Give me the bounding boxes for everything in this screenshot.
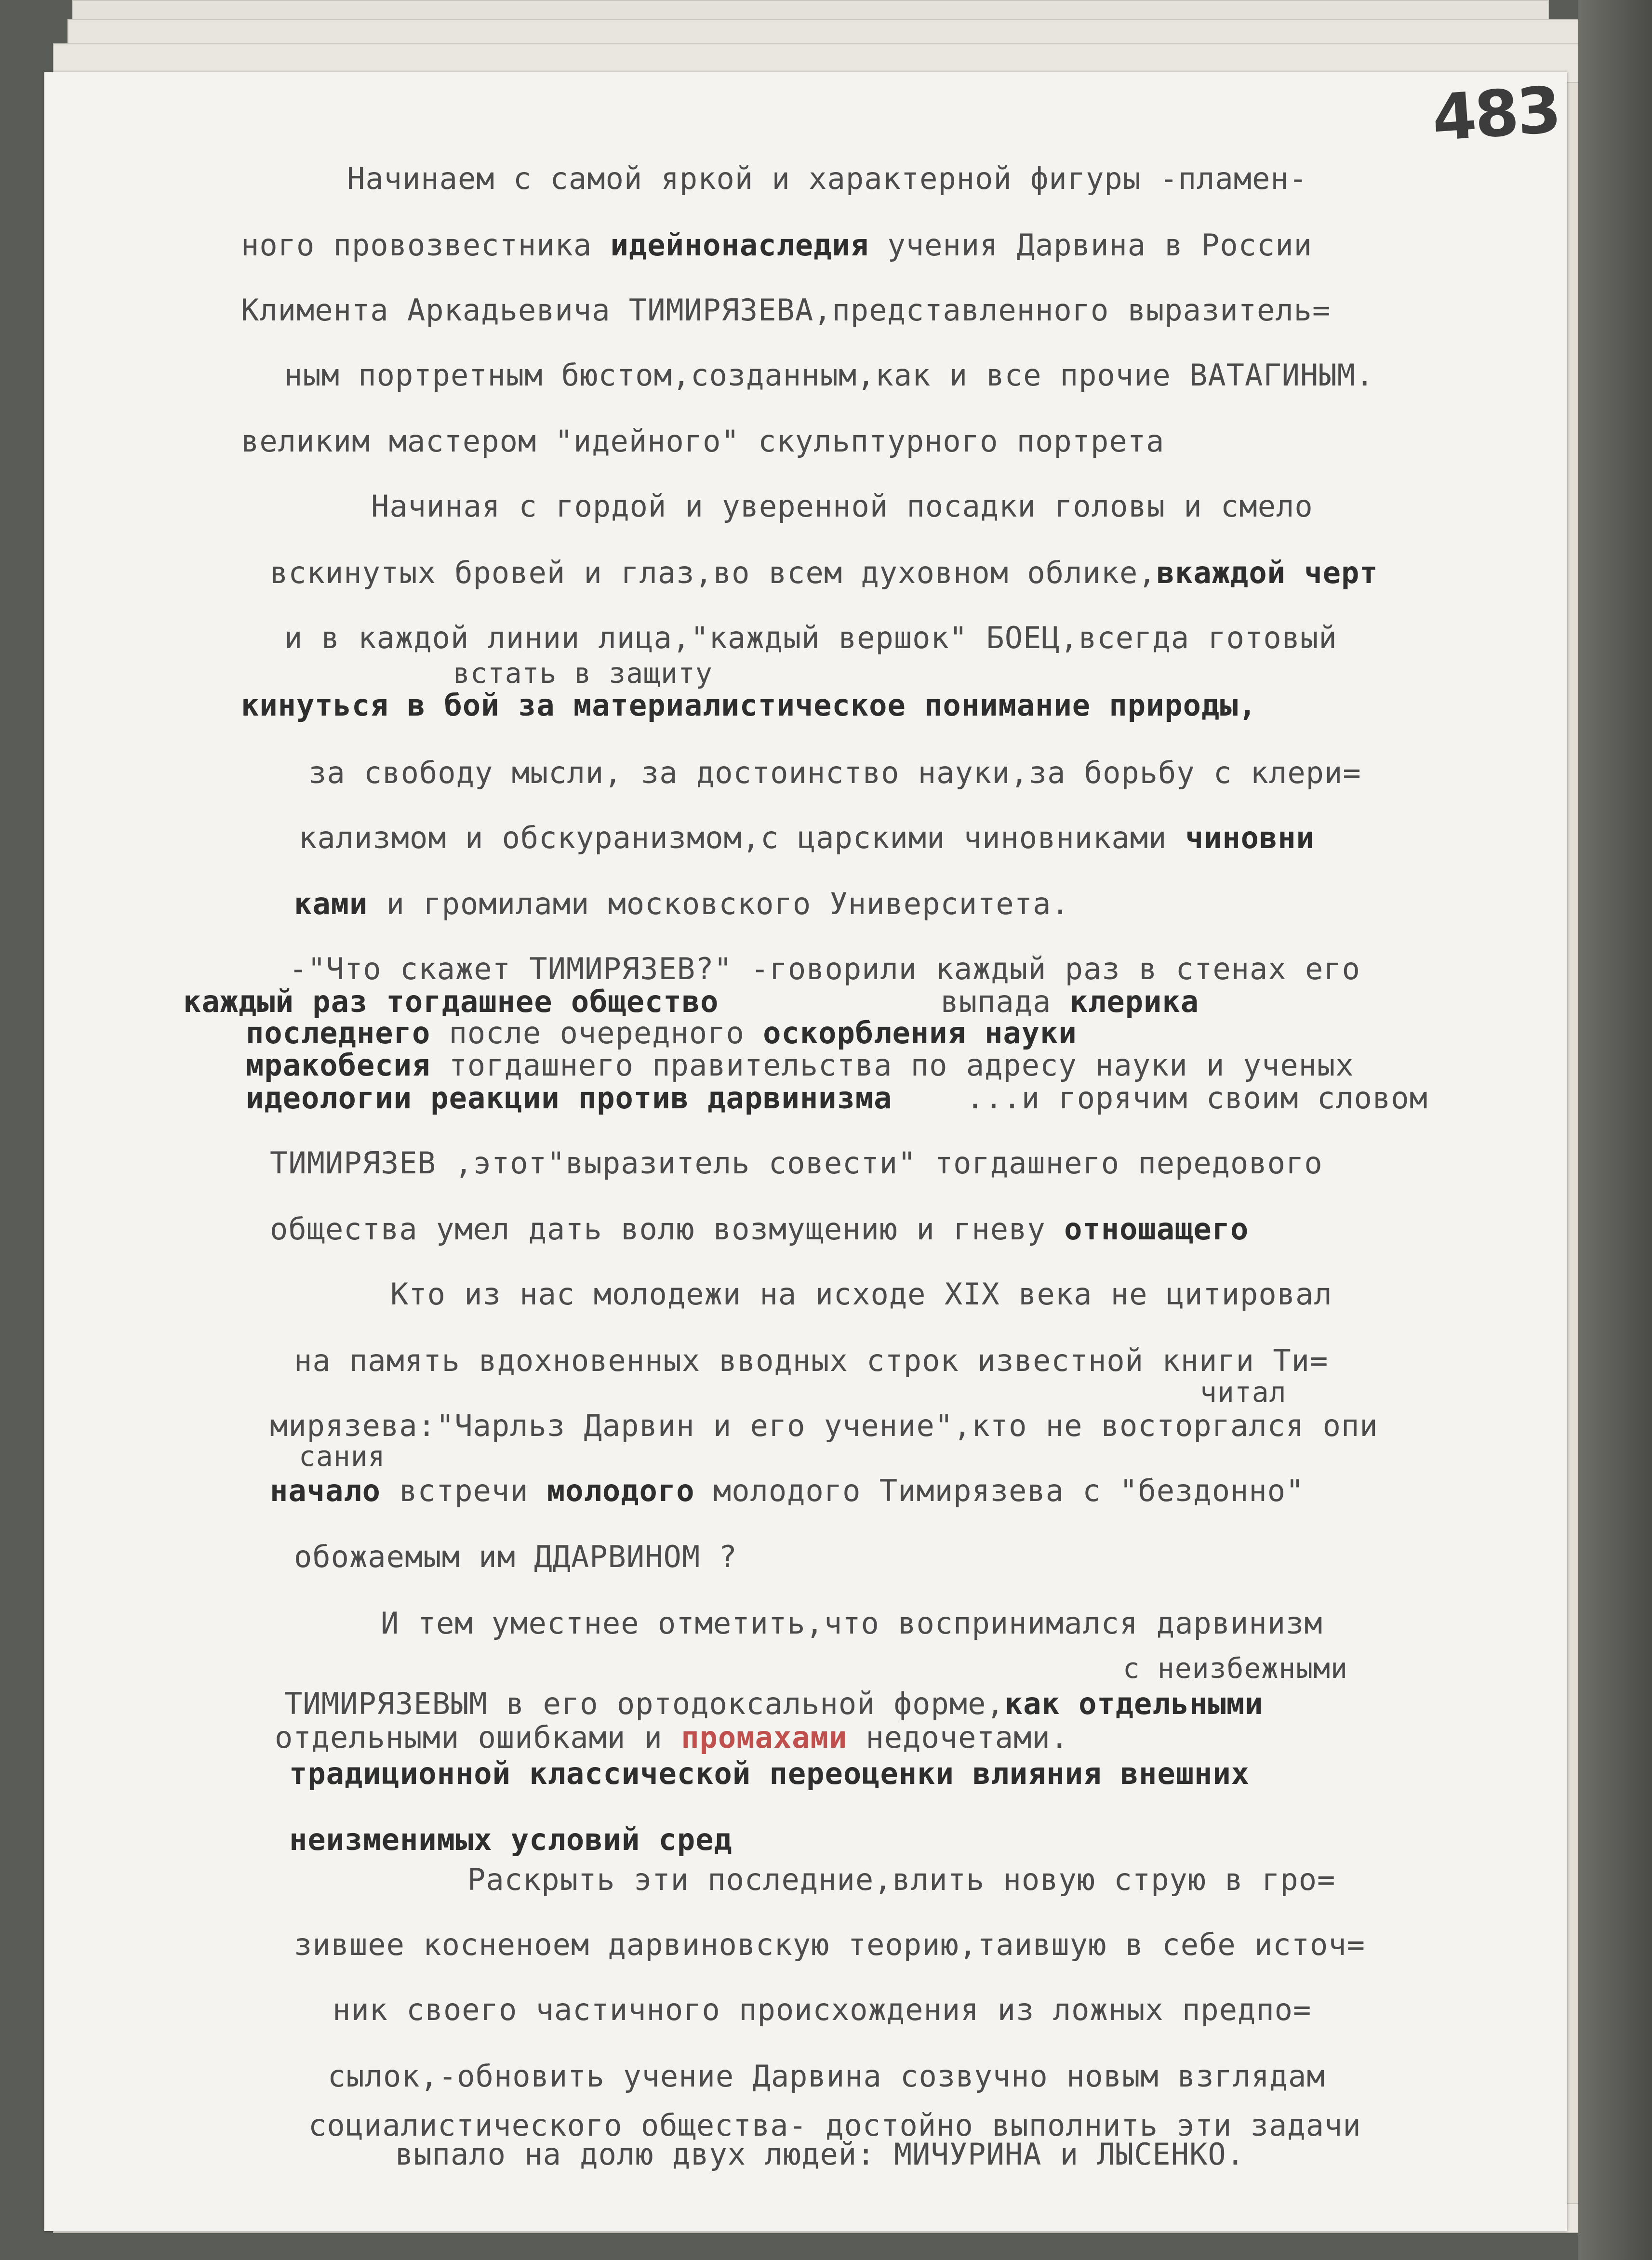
text-line: великим мастером "идейного" скульптурного портрета <box>241 424 1165 459</box>
struck-text: вкаждой черт <box>1156 555 1378 590</box>
struck-text: оскорбления науки <box>763 1015 1077 1050</box>
text-line: Раскрыть эти последние,влить новую струю в гро= <box>467 1862 1336 1897</box>
text-line: за свободу мысли, за достоинство науки,за борьбу с клери= <box>308 755 1361 790</box>
text-line: обожаемым им ДДАРВИНОМ ? <box>294 1539 737 1574</box>
page-number: 483 <box>1429 72 1562 156</box>
inserted-text: сания <box>299 1440 386 1473</box>
struck-text: как отдельными <box>1004 1686 1264 1721</box>
inserted-text: встать в защиту <box>453 657 713 690</box>
text-line: ТИМИРЯЗЕВЫМ в его ортодоксальной форме,как отдельными <box>284 1686 1264 1721</box>
struck-text: молодого <box>546 1473 695 1508</box>
struck-text: ками <box>294 886 368 921</box>
text-line: кализмом и обскуранизмом,с царскими чиновниками чиновни <box>299 820 1315 855</box>
inserted-text: с неизбежными <box>1123 1652 1348 1685</box>
struck-text: клерика <box>1069 984 1199 1019</box>
text-line: общества умел дать волю возмущению и гневу отношащего <box>270 1211 1249 1247</box>
text-line: выпало на долю двух людей: МИЧУРИНА и ЛЫСЕНКО. <box>395 2137 1245 2172</box>
text-line: каждый раз тогдашнее общество выпада клерика <box>183 984 1199 1019</box>
inserted-text: читал <box>1200 1376 1287 1409</box>
text-line: ного провозвестника идейнонаследия учения Дарвина в России <box>241 227 1312 263</box>
text-line: последнего после очередного оскорбления науки <box>246 1015 1077 1050</box>
text-line: на память вдохновенных вводных строк известной книги Ти= <box>294 1343 1329 1378</box>
struck-text: последнего <box>246 1015 431 1050</box>
text-line: и в каждой линии лица,"каждый вершок" БОЕЦ,всегда готовый <box>284 620 1337 655</box>
struck-text: начало <box>270 1473 381 1508</box>
text-line: ным портретным бюстом,созданным,как и все прочие ВАТАГИНЫМ. <box>284 358 1374 393</box>
text-line: Климента Аркадьевича ТИМИРЯЗЕВА,представленного выразитель= <box>241 292 1331 328</box>
struck-text: каждый раз тогдашнее общество <box>183 984 719 1019</box>
text-line: зившее косненоем дарвиновскую теорию,таившую в себе источ= <box>294 1927 1365 1962</box>
text-line: ками и громилами московского Университета. <box>294 886 1070 921</box>
text-line: -"Что скажет ТИМИРЯЗЕВ?" -говорили каждый раз в стенах его <box>289 951 1360 986</box>
struck-text: традиционной классической переоценки влияния внешних <box>289 1756 1250 1791</box>
background-edge <box>1578 0 1652 2260</box>
text-line: Кто из нас молодежи на исходе XIX века не цитировал <box>390 1276 1332 1312</box>
text-line: мракобесия тогдашнего правительства по адресу науки и ученых <box>246 1048 1354 1083</box>
struck-text: промахами <box>681 1720 848 1755</box>
text-line: ник своего частичного происхождения из ложных предпо= <box>333 1992 1312 2027</box>
text-line: идеологии реакции против дарвинизма ...и горячим своим словом <box>246 1080 1428 1116</box>
struck-text: неизменимых условий сред <box>289 1822 733 1857</box>
struck-text: идеологии реакции против дарвинизма <box>246 1080 893 1116</box>
text-line: начало встречи молодого молодого Тимирязева с "бездонно" <box>270 1473 1305 1508</box>
text-line: мирязева:"Чарльз Дарвин и его учение",кто не восторгался опи <box>270 1408 1378 1443</box>
text-line: Начинаем с самой яркой и характерной фигуры -пламен- <box>347 161 1308 196</box>
struck-text: мракобесия <box>246 1048 431 1083</box>
text-line: Начиная с гордой и уверенной посадки головы и смело <box>371 489 1313 524</box>
struck-text: чиновни <box>1185 820 1315 855</box>
text-line: социалистического общества- достойно выполнить эти задачи <box>308 2108 1361 2143</box>
struck-text: отношащего <box>1064 1211 1249 1247</box>
struck-text: кинуться в бой за материалистическое понимание природы, <box>241 688 1257 723</box>
text-line: вскинутых бровей и глаз,во всем духовном облике,вкаждой черт <box>270 555 1378 590</box>
text-line: отдельными ошибками и промахами недочетами. <box>275 1720 1069 1755</box>
struck-text: идейнонаследия <box>610 227 869 263</box>
text-line: И тем уместнее отметить,что воспринимался дарвинизм <box>381 1606 1323 1641</box>
text-line: сылок,-обновить учение Дарвина созвучно новым взглядам <box>328 2059 1325 2094</box>
text-line: ТИМИРЯЗЕВ ,этот"выразитель совести" тогдашнего передового <box>270 1145 1323 1181</box>
document-page <box>44 72 1567 2231</box>
